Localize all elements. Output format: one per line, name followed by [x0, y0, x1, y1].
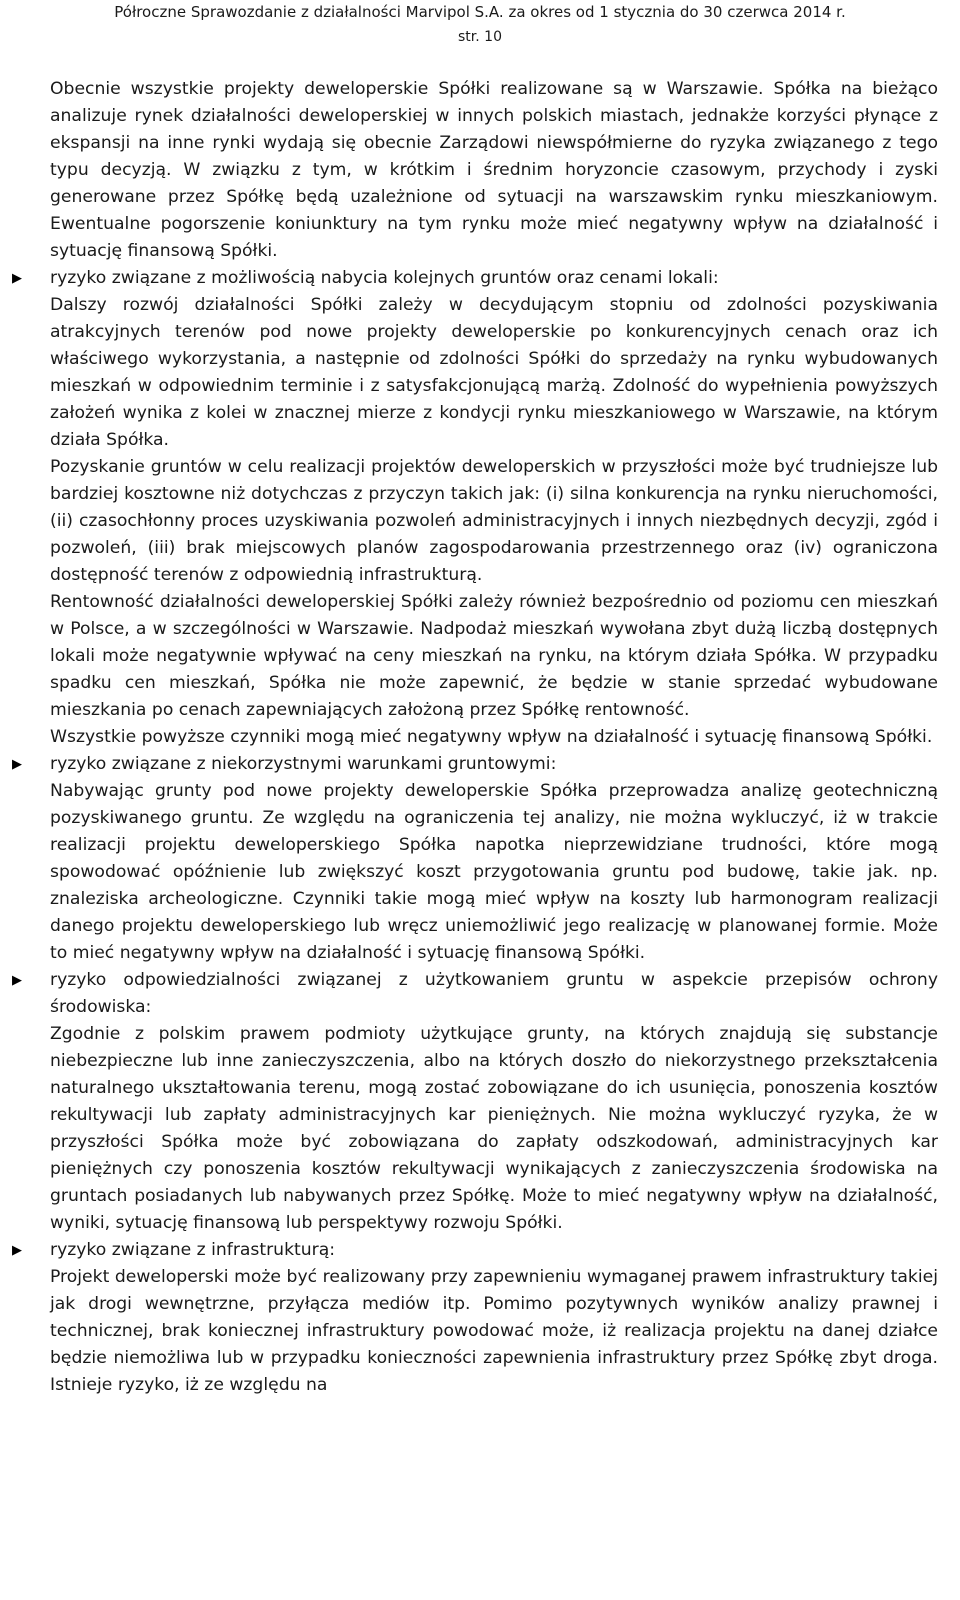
- risk-paragraph: Pozyskanie gruntów w celu realizacji projektów deweloperskich w przyszłości może być trudniejsze lub bardziej kosztowne niż dotychczas z przyczyn takich jak: (i) silna konkurencja na rynku nieruchomości, (ii) czasochłonny proces uzyskiwania pozwoleń administracyjnych i innych niezbędnych decyzji, zgód i pozwoleń, (iii) brak miejscowych planów zagospodarowania przestrzennego oraz (iv) ograniczona dostępność terenów z odpowiednią infrastrukturą.: [50, 457, 938, 585]
- risk-paragraph: Wszystkie powyższe czynniki mogą mieć negatywny wpływ na działalność i sytuację finansową Spółki.: [50, 727, 933, 747]
- triangle-bullet-icon: ▶: [12, 757, 22, 772]
- triangle-bullet-icon: ▶: [12, 973, 22, 988]
- page-number: str. 10: [458, 29, 502, 45]
- intro-paragraph: Obecnie wszystkie projekty deweloperskie Spółki realizowane są w Warszawie. Spółka na bieżąco analizuje rynek działalności deweloperskiej w innych polskich miastach, jednakże korzyści płynące z ekspansji na inne rynki wydają się obecnie Zarządowi niewspółmierne do ryzyka związanego z tego typu decyzją. W związku z tym, w krótkim i średnim horyzoncie czasowym, przychody i zyski generowane przez Spółkę będą uzależnione od sytuacji na warszawskim rynku mieszkaniowym. Ewentualne pogorszenie koniunktury na tym rynku może mieć negatywny wpływ na działalność i sytuację finansową Spółki.: [50, 79, 938, 261]
- risk-paragraph: Zgodnie z polskim prawem podmioty użytkujące grunty, na których znajdują się substancje niebezpieczne lub inne zanieczyszczenia, albo na których doszło do niekorzystnego przekształcenia naturalnego ukształtowania terenu, mogą zostać zobowiązane do ich usunięcia, ponoszenia kosztów rekultywacji lub zapłaty administracyjnych kar pieniężnych. Nie można wykluczyć ryzyka, że w przyszłości Spółka może być zobowiązana do zapłaty odszkodowań, administracyjnych kar pieniężnych czy ponoszenia kosztów rekultywacji wynikających z zanieczyszczenia środowiska na gruntach posiadanych lub nabywanych przez Spółkę. Może to mieć negatywny wpływ na działalność, wyniki, sytuację finansową lub perspektywy rozwoju Spółki.: [50, 1024, 938, 1233]
- risk-paragraph: Rentowność działalności deweloperskiej Spółki zależy również bezpośrednio od poziomu cen mieszkań w Polsce, a w szczególności w Warszawie. Nadpodaż mieszkań wywołana zbyt dużą liczbą dostępnych lokali może negatywnie wpływać na ceny mieszkań na rynku, na którym działa Spółka. W przypadku spadku cen mieszkań, Spółka nie może zapewnić, że będzie w stanie sprzedać wybudowane mieszkania po cenach zapewniających założoną przez Spółkę rentowność.: [50, 592, 938, 720]
- risk-heading: ryzyko związane z infrastrukturą:: [50, 1240, 336, 1260]
- risk-item-ground-conditions: [12, 751, 938, 778]
- triangle-bullet-icon: ▶: [12, 1243, 22, 1258]
- risk-heading: ryzyko związane z niekorzystnymi warunkami gruntowymi:: [50, 754, 557, 774]
- document-title: Półroczne Sprawozdanie z działalności Marvipol S.A. za okres od 1 stycznia do 30 czerwca 2014 r.: [114, 3, 846, 21]
- risk-heading: ryzyko związane z możliwością nabycia kolejnych gruntów oraz cenami lokali:: [50, 268, 719, 288]
- risk-item-environmental-liability: [12, 967, 938, 1021]
- risk-paragraph: Dalszy rozwój działalności Spółki zależy w decydującym stopniu od zdolności pozyskiwania atrakcyjnych terenów pod nowe projekty deweloperskie po konkurencyjnych cenach oraz ich właściwego wykorzystania, a następnie od zdolności Spółki do sprzedaży na rynku wybudowanych mieszkań w odpowiednim terminie i z satysfakcjonującą marżą. Zdolność do wypełnienia powyższych założeń wynika z kolei w znacznej mierze z kondycji rynku mieszkaniowego w Warszawie, na którym działa Spółka.: [50, 295, 938, 450]
- risk-paragraph: Projekt deweloperski może być realizowany przy zapewnieniu wymaganej prawem infrastruktury takiej jak drogi wewnętrzne, przyłącza mediów itp. Pomimo pozytywnych wyników analizy prawnej i technicznej, brak koniecznej infrastruktury powodować może, iż realizacja projektu na danej działce będzie niemożliwa lub w przypadku konieczności zapewnienia infrastruktury przez Spółkę zbyt droga. Istnieje ryzyko, iż ze względu na: [50, 1267, 938, 1395]
- triangle-bullet-icon: ▶: [12, 271, 22, 286]
- risk-heading: ryzyko odpowiedzialności związanej z użytkowaniem gruntu w aspekcie przepisów ochrony środowiska:: [50, 970, 938, 1017]
- risk-item-land-acquisition: [12, 265, 938, 292]
- risk-paragraph: Nabywając grunty pod nowe projekty deweloperskie Spółka przeprowadza analizę geotechniczną pozyskiwanego gruntu. Ze względu na ograniczenia tej analizy, nie można wykluczyć, iż w trakcie realizacji projektu deweloperskiego Spółka napotka nieprzewidziane trudności, które mogą spowodować opóźnienie lub zwiększyć koszt przygotowania gruntu pod budowę, takie jak. np. znaleziska archeologiczne. Czynniki takie mogą mieć wpływ na koszty lub harmonogram realizacji danego projektu deweloperskiego lub wręcz uniemożliwić jego realizację w planowanej formie. Może to mieć negatywny wpływ na działalność i sytuację finansową Spółki.: [50, 781, 938, 963]
- document-body: [12, 76, 938, 1399]
- risk-item-infrastructure: [12, 1237, 938, 1264]
